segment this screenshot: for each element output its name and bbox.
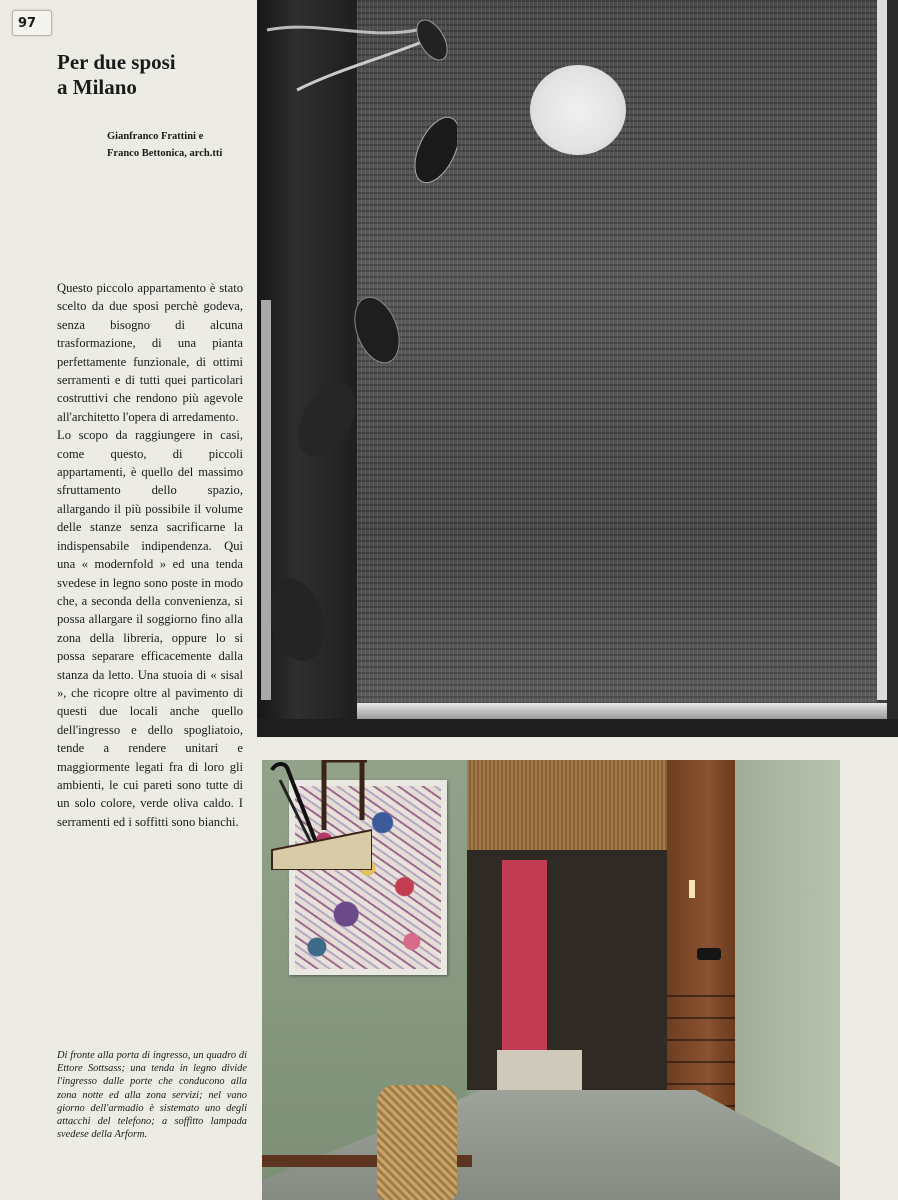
body-paragraph: Questo piccolo appartamento è stato scelto da due sposi perchè godeva, senza bisogno di alcuna trasformazione, di una pianta perfettamente funzionale, di ottimi serramenti e di tutti quei particolari costruttivi che rendono più agevole all'architetto l'opera di arredamento. (57, 281, 243, 424)
author-line-2: Franco Bettonica, arch.tti (107, 148, 223, 159)
photo-window-frame (877, 0, 887, 700)
article-authors (107, 128, 257, 162)
title-line-1: Per due sposi (57, 50, 176, 74)
photo-edge (887, 0, 898, 737)
body-paragraph: Lo scopo da raggiungere in casi, come questo, di piccoli appartamenti, è quello del massimo sfruttamento dello spazio, allargando il più possibile il volume delle stanze senza sacrificarne la indispensabile indipendenza. Qui una « modernfold » ed una tenda svedese in legno sono poste in modo che, a seconda della convenienza, si possa allargare il soggiorno fino alla zona della libreria, oppure lo si possa separare efficacemente dalla stanza da letto. Una stuoia di « sisal », che ricopre oltre al pavimento di questi due locali anche quello dell'ingresso e dello spogliatoio, tende a rendere unitari e maggiormente legati fra di loro gli ambienti, le cui pareti sono tutte di un solo colore, verde oliva caldo. I serramenti ed i soffitti sono bianchi. (57, 428, 243, 829)
photo-caption: Di fronte alla porta di ingresso, un quadro di Ettore Sottsass; una tenda in legno divide l'ingresso dalle porte che conducono alla zona notte ed alla zona servizi; nel vano giorno dell'armadio è sistemato uno degli attacchi del telefono; a soffitto lampada svedese della Arform. (57, 1050, 247, 1141)
phone-lamp-graphic (262, 760, 840, 1200)
photo-bamboo-curtain (257, 0, 898, 737)
page-number: 97 (12, 10, 52, 36)
plant-leaves-graphic (257, 0, 457, 737)
article-title (57, 50, 247, 100)
article-body (57, 279, 243, 831)
author-line-1: Gianfranco Frattini e (107, 131, 204, 142)
title-line-2: a Milano (57, 75, 137, 99)
photo-entrance (262, 760, 840, 1200)
photo-lamp-globe (530, 65, 626, 155)
